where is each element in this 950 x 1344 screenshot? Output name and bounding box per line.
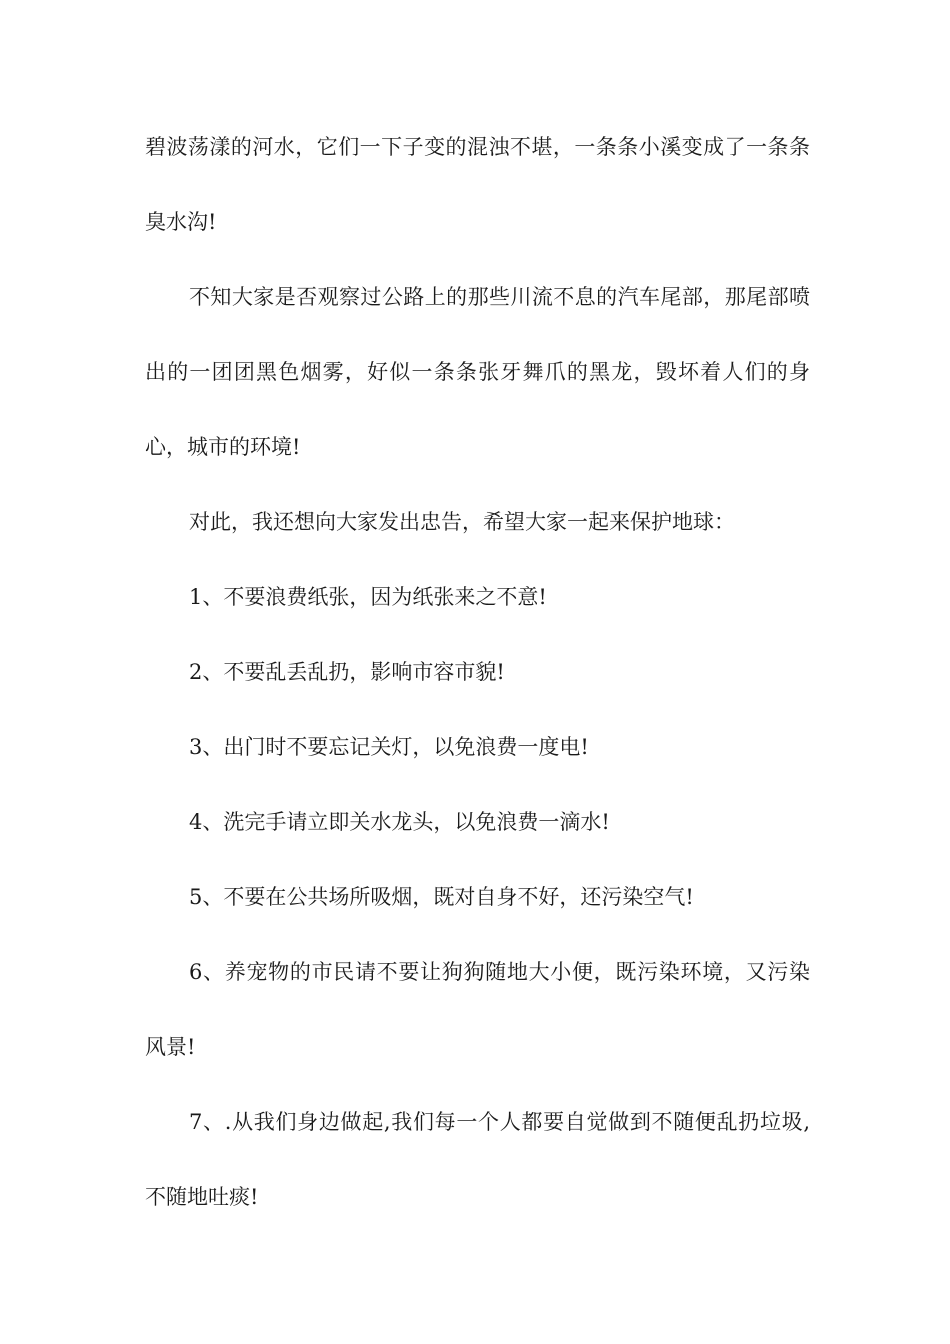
- list-item-3: 3、出门时不要忘记关灯，以免浪费一度电!: [189, 735, 589, 759]
- list-item-1: 1、不要浪费纸张，因为纸张来之不意!: [189, 585, 547, 609]
- list-item-4: 4、洗完手请立即关水龙头，以免浪费一滴水!: [189, 810, 610, 834]
- document-body: [145, 110, 810, 1235]
- list-item-5: 5、不要在公共场所吸烟，既对自身不好，还污染空气!: [189, 885, 694, 909]
- list-item-6: 6、养宠物的市民请不要让狗狗随地大小便，既污染环境，又污染风景!: [145, 960, 810, 1059]
- paragraph-car-exhaust: 不知大家是否观察过公路上的那些川流不息的汽车尾部，那尾部喷出的一团团黑色烟雾，好似一条条张牙舞爪的黑龙，毁坏着人们的身心，城市的环境!: [145, 285, 810, 459]
- paragraph-river: 碧波荡漾的河水，它们一下子变的混浊不堪，一条条小溪变成了一条条臭水沟!: [145, 135, 810, 234]
- paragraph-advice-intro: 对此，我还想向大家发出忠告，希望大家一起来保护地球：: [189, 510, 735, 534]
- list-item-2: 2、不要乱丢乱扔，影响市容市貌!: [189, 660, 505, 684]
- list-item-7: 7、.从我们身边做起,我们每一个人都要自觉做到不随便乱扔垃圾,不随地吐痰!: [145, 1110, 810, 1209]
